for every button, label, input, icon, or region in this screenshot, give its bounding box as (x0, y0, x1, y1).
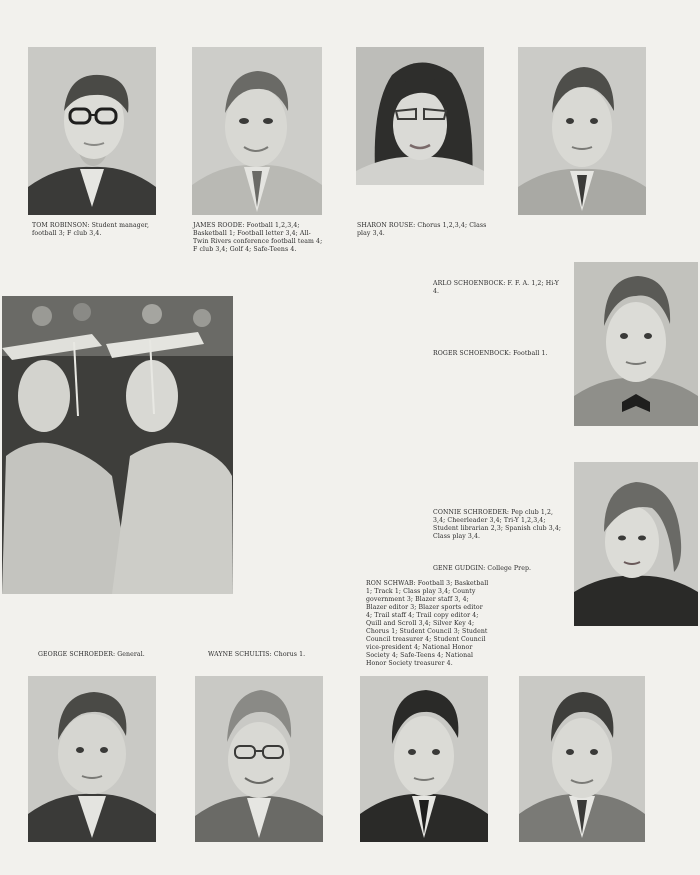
portrait-tom-robinson (28, 47, 156, 215)
portrait-sharon-rouse (356, 47, 484, 185)
caption-connie-schroeder: CONNIE SCHROEDER: Pep club 1,2, 3,4; Cheerleader 3,4; Tri-Y 1,2,3,4; Student librarian 2,3; Spanish club 3,4; Class play 3,4. (433, 509, 562, 540)
portrait-connie-schroeder (574, 462, 698, 626)
portrait-george-schroeder (28, 676, 156, 842)
caption-wayne-schultis: WAYNE SCHULTIS: Chorus 1. (208, 651, 306, 658)
portrait-arlo-schoenbock (518, 47, 646, 215)
caption-arlo-schoenbock: ARLO SCHOENBOCK: F. F. A. 1,2; Hi-Y 4. (433, 280, 559, 295)
caption-george-schroeder: GEORGE SCHROEDER: General. (38, 651, 145, 658)
caption-gene-gudgin: GENE GUDGIN: College Prep. (433, 565, 532, 572)
caption-sharon-rouse: SHARON ROUSE: Chorus 1,2,3,4; Class play 3,4. (357, 222, 487, 237)
portrait-wayne-schultis (195, 676, 323, 842)
portrait-gene-gudgin (519, 676, 645, 842)
caption-ron-schwab: RON SCHWAB: Football 3; Basketball 1; Track 1; Class play 3,4; County government 3; Blazer staff 3, 4; Blazer editor 3; Blazer sports editor 4; Trail staff 4; Trail copy editor 4; Quill and Scroll 3,4; Silver Key 4; Chorus 1; Student Council 3; Student Council treasurer 4; Student Council vice-president 4; National Honor Society 4; Safe-Teens 4; National Honor Society treasurer 4. (366, 580, 489, 667)
portrait-roger-schoenbock (574, 262, 698, 426)
caption-tom-robinson: TOM ROBINSON: Student manager, football 3; F club 3,4. (32, 222, 150, 237)
portrait-james-roode (192, 47, 322, 215)
portrait-ron-schwab (360, 676, 488, 842)
graduation-photo (2, 296, 233, 594)
caption-roger-schoenbock: ROGER SCHOENBOCK: Football 1. (433, 350, 548, 357)
caption-james-roode: JAMES ROODE: Football 1,2,3,4; Basketball 1; Football letter 3,4; All-Twin Rivers conference football team 4; F club 3,4; Golf 4; Safe-Teens 4. (193, 222, 323, 253)
